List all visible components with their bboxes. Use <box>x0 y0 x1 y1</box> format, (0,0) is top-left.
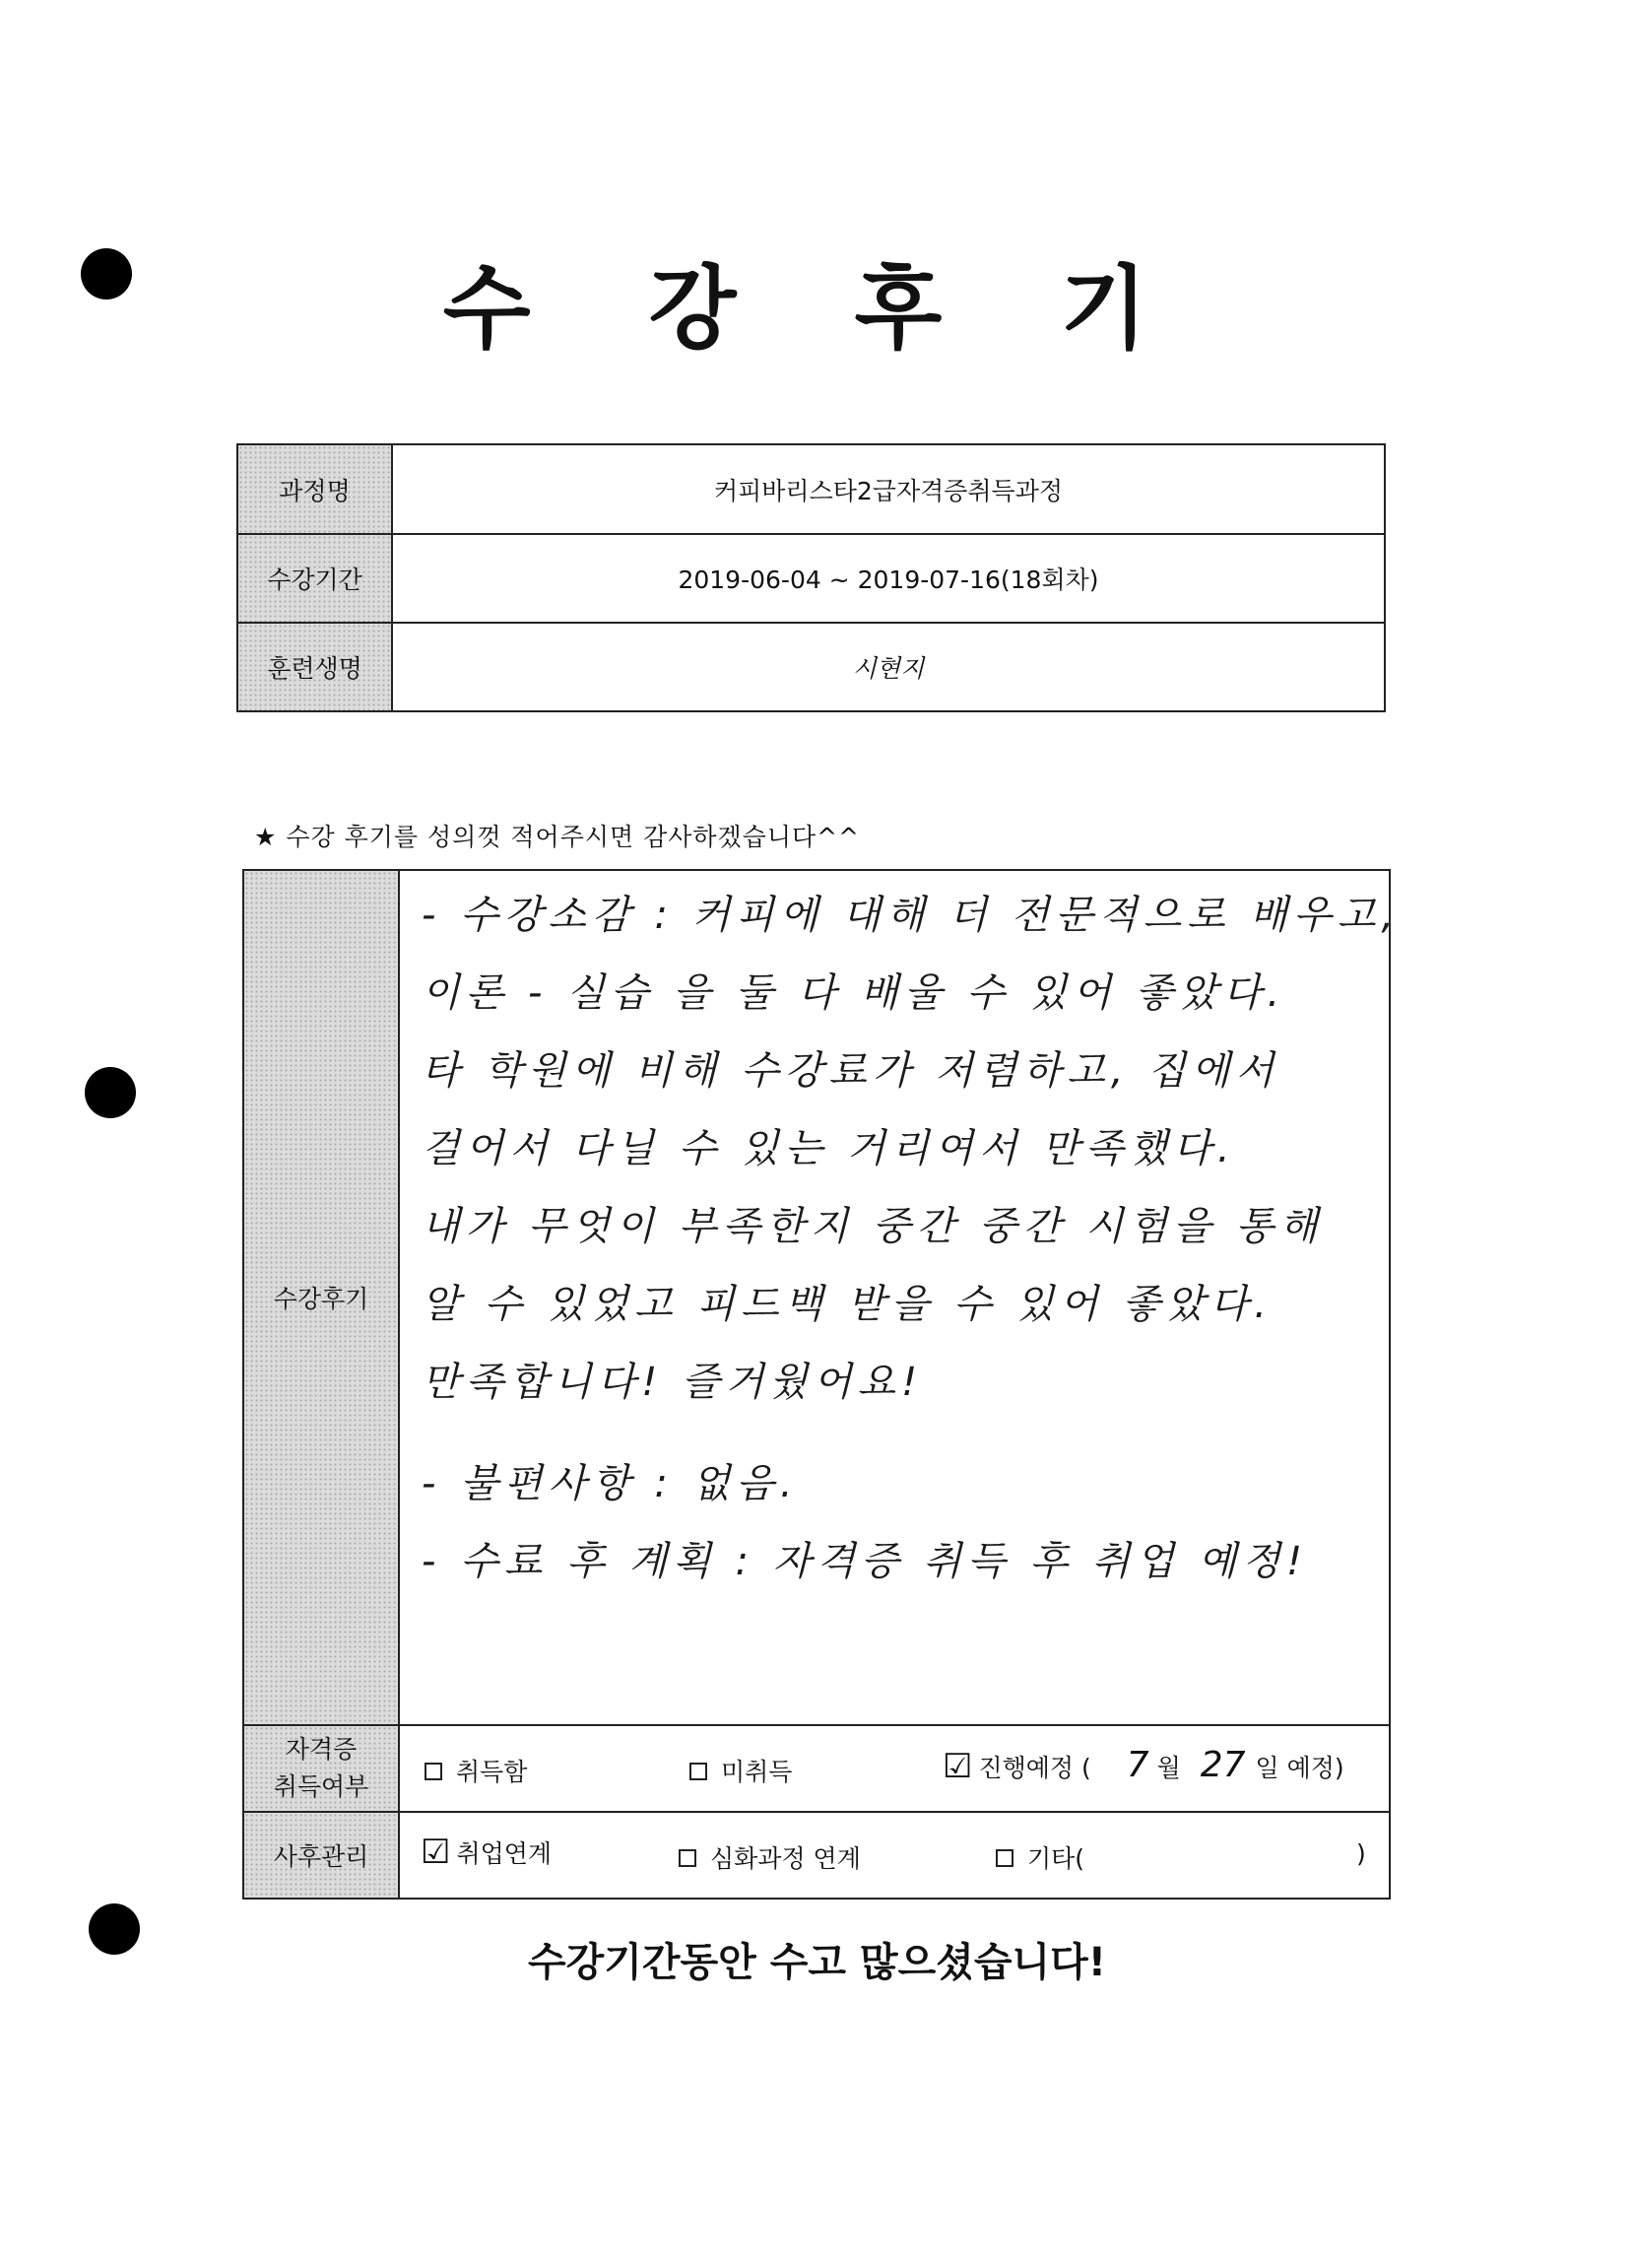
certificate-label <box>243 1725 399 1812</box>
aftercare-option-employment[interactable]: ☑ 취업연계 <box>421 1833 553 1872</box>
checkbox-icon[interactable] <box>996 1849 1013 1867</box>
checkbox-icon[interactable] <box>425 1763 442 1780</box>
review-row <box>243 870 1390 1725</box>
review-line-1: - 수강소감 : 커피에 대해 더 전문적으로 배우고, <box>422 893 1401 938</box>
review-content <box>399 870 1401 1725</box>
course-name-label: 과정명 <box>237 444 392 534</box>
certificate-month: 7 <box>1126 1745 1149 1785</box>
certificate-day-unit: 일 예정) <box>1255 1754 1344 1782</box>
certificate-label-line2: 취득여부 <box>273 1772 369 1801</box>
review-notice: ★ 수강 후기를 성의껏 적어주시면 감사하겠습니다^^ <box>254 823 861 851</box>
certificate-option-not-acquired[interactable]: 미취득 <box>689 1753 792 1788</box>
aftercare-option-other[interactable]: 기타( <box>996 1839 1084 1875</box>
review-line-5: 내가 무엇이 부족한지 중간 중간 시험을 통해 <box>422 1204 1324 1249</box>
checkbox-icon[interactable] <box>679 1849 696 1867</box>
aftercare-option-advanced-course[interactable]: 심화과정 연계 <box>679 1839 861 1875</box>
trainee-name-value: 시현지 <box>392 623 1385 711</box>
course-period-label: 수강기간 <box>237 534 392 623</box>
review-table <box>242 869 1401 1900</box>
certificate-option-planned[interactable]: ☑ 진행예정 ( 7 월 27 일 예정) <box>943 1745 1344 1786</box>
review-label: 수강후기 <box>243 870 399 1725</box>
checkmark-icon[interactable]: ☑ <box>421 1833 451 1872</box>
certificate-month-unit: 월 <box>1156 1754 1181 1782</box>
checkbox-icon[interactable] <box>689 1763 707 1780</box>
certificate-option-acquired[interactable]: 취득함 <box>425 1753 527 1788</box>
certificate-day: 27 <box>1200 1745 1246 1785</box>
review-line-3: 타 학원에 비해 수강료가 저렴하고, 집에서 <box>422 1048 1280 1094</box>
review-inconvenience: - 불편사항 : 없음. <box>422 1461 799 1506</box>
review-line-7: 만족합니다! 즐거웠어요! <box>422 1360 924 1405</box>
trainee-name-row <box>237 623 1385 711</box>
certificate-options <box>399 1725 1390 1812</box>
certificate-label-line1: 자격증 <box>285 1735 358 1764</box>
trainee-name-label: 훈련생명 <box>237 623 392 711</box>
course-period-value: 2019-06-04 ~ 2019-07-16(18회차) <box>392 534 1385 623</box>
course-info-table <box>236 443 1386 712</box>
footer-message: 수강기간동안 수고 많으셨습니다! <box>527 1940 1107 1985</box>
binder-hole-middle <box>85 1067 136 1118</box>
document-title: 수 강 후 기 <box>442 256 1192 362</box>
certificate-row <box>243 1725 1390 1812</box>
review-line-2: 이론 - 실습 을 둘 다 배울 수 있어 좋았다. <box>422 970 1286 1016</box>
aftercare-label: 사후관리 <box>243 1812 399 1899</box>
review-plan: - 수료 후 계획 : 자격증 취득 후 취업 예정! <box>422 1539 1308 1584</box>
aftercare-row <box>243 1812 1390 1899</box>
checkmark-icon[interactable]: ☑ <box>943 1747 973 1786</box>
review-line-6: 알 수 있었고 피드백 받을 수 있어 좋았다. <box>422 1282 1273 1327</box>
review-line-4: 걸어서 다닐 수 있는 거리여서 만족했다. <box>422 1126 1236 1171</box>
aftercare-options <box>399 1812 1390 1899</box>
course-name-value: 커피바리스타2급자격증취득과정 <box>392 444 1385 534</box>
course-name-row <box>237 444 1385 534</box>
course-period-row <box>237 534 1385 623</box>
aftercare-other-close: ) <box>1356 1839 1366 1868</box>
